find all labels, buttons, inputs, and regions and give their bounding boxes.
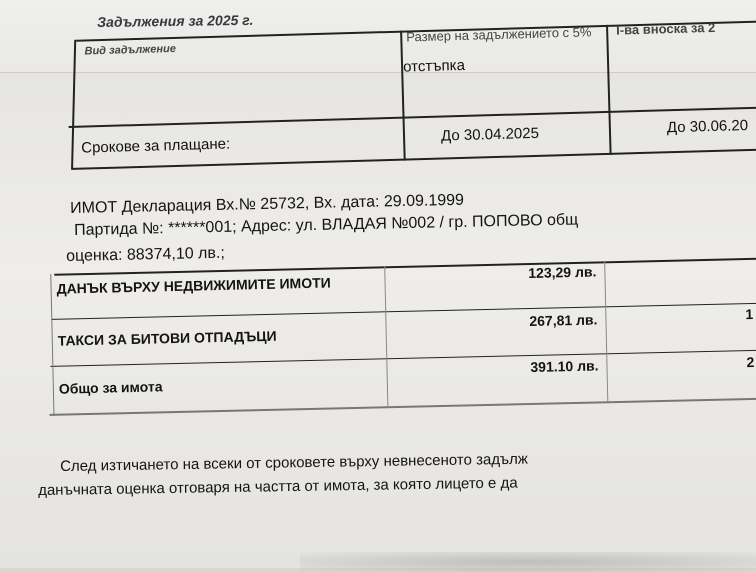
property-tax-table bbox=[44, 246, 756, 420]
col-header-first-installment: I-ва вноска за 2 bbox=[615, 19, 716, 38]
due-date-1: До 30.04.2025 bbox=[440, 124, 540, 145]
property-account-address: Партида №: ******001; Адрес: ул. ВЛАДАЯ №002 / гр. ПОПОВО общ bbox=[74, 211, 579, 239]
payment-deadlines-label: Срокове за плащане: bbox=[81, 135, 231, 157]
tax-row-partial: 2 bbox=[746, 353, 755, 371]
tax-row-partial: 1 bbox=[745, 305, 754, 323]
document-title: Задължения за 2025 г. bbox=[97, 11, 254, 30]
property-declaration: ИМОТ Декларация Вх.№ 25732, Вх. дата: 29.09.1999 bbox=[70, 191, 465, 217]
tax-row-label: Общо за имота bbox=[58, 378, 163, 397]
property-valuation: оценка: 88374,10 лв.; bbox=[66, 244, 225, 265]
table-border-left bbox=[71, 40, 76, 170]
tax-row-label: ДАНЪК ВЪРХУ НЕДВИЖИМИТЕ ИМОТИ bbox=[56, 274, 331, 297]
payment-schedule-table bbox=[66, 12, 756, 176]
col-header-amount: Размер на задължението с 5% bbox=[406, 24, 592, 45]
footer-line-2: данъчната оценка отговаря на частта от имота, за която лицето е да bbox=[38, 474, 518, 499]
table-row-divider bbox=[69, 106, 756, 128]
tax-row-value: 267,81 лв. bbox=[529, 311, 598, 330]
tax-row-value: 391.10 лв. bbox=[530, 357, 599, 375]
table-col-divider-1 bbox=[400, 31, 405, 161]
due-date-2: До 30.06.20 bbox=[666, 116, 749, 137]
table-col-divider-2 bbox=[604, 261, 608, 403]
table-col-divider-2 bbox=[606, 25, 611, 155]
table-border-left bbox=[50, 274, 54, 416]
table-col-divider-1 bbox=[384, 266, 388, 408]
blurred-text-bottom bbox=[300, 552, 756, 572]
col-header-type: Вид задължение bbox=[84, 42, 177, 58]
tax-row-label: ТАКСИ ЗА БИТОВИ ОТПАДЪЦИ bbox=[57, 327, 277, 349]
footer-line-1: След изтичането на всеки от сроковете върху невнесеното задълж bbox=[60, 450, 529, 475]
tax-row-value: 123,29 лв. bbox=[528, 263, 597, 282]
col-header-amount-cont: отстъпка bbox=[402, 56, 466, 76]
